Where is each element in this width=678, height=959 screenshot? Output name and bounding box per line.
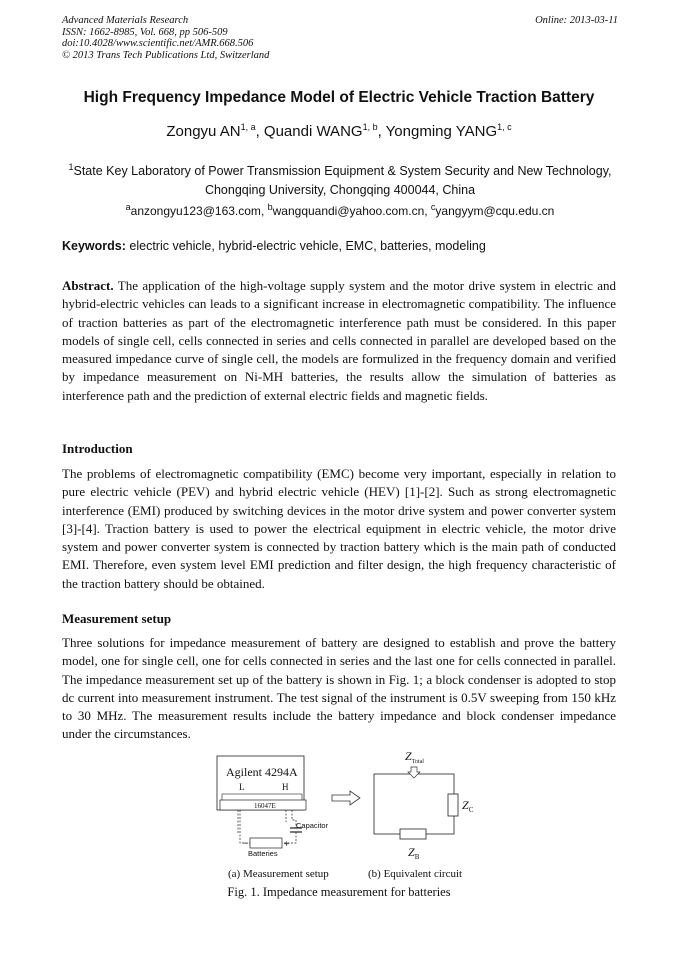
port-h-label: H — [282, 782, 289, 792]
zb-element — [400, 829, 426, 839]
instrument-label: Agilent 4294A — [226, 765, 298, 779]
affiliation-line2: Chongqing University, Chongqing 400044, China — [204, 183, 476, 198]
abstract-text: The application of the high-voltage supply system and the motor drive system in electric and hybrid-electric vehicles can leads to a significant increase in electromagnetic compatibility. The influence of traction batteries as part of the electromagnetic interference path must be considered. In this paper models of single cell, cells connected in series and cells connected in parallel are developed based on the measured impedance curve of single cell, the models are formulized in the frequency domain and verified by impedance measurement on Ni-MH batteries, the results allow the simulation of batteries as interference path and the prediction of external electric fields and magnetic fields. — [62, 278, 616, 403]
circuit-loop — [374, 774, 454, 834]
caption-b: (b) Equivalent circuit — [368, 868, 463, 880]
doi: doi:10.4028/www.scientific.net/AMR.668.506 — [62, 38, 254, 49]
z-c-label — [462, 798, 474, 814]
introduction-text: The problems of electromagnetic compatibility (EMC) become very important, especially in relation to pure electric vehicle (PEV) and hybrid electric vehicle (HEV) [1]-[2]. Such as strong electromagnetic interference (EMI) produced by switching devices in the motor drive system and power converter system [3]-[4]. Traction battery is used to power the electrical equipment in electric vehicle, the motor drive system and power converter system is connected by traction battery which is the main path of conducted EMI. Therefore, even system level EMI prediction and filter design, the high frequency characteristic of the traction battery should be obtained. — [62, 466, 616, 591]
figure-caption: Fig. 1. Impedance measurement for batteries — [227, 885, 451, 899]
figure-1 — [200, 748, 500, 888]
author-name: Yongming YANG — [385, 123, 498, 140]
z-total-sub: Total — [411, 759, 424, 765]
journal-name: Advanced Materials Research — [62, 15, 189, 26]
affiliation-sup: 1 — [68, 162, 74, 172]
email-address[interactable]: wangquandi@yahoo.com.cn — [272, 204, 425, 218]
measurement-heading: Measurement setup — [62, 611, 172, 626]
emails: $^a$anzongyu123@163.com, $^b$wangquandi@yahoo.com.cn, $^c$yangyym@cqu.edu.cn — [125, 202, 555, 218]
wire-h — [286, 810, 296, 828]
email-address[interactable]: yangyym@cqu.edu.cn — [435, 204, 555, 218]
batteries-label: Batteries — [248, 849, 278, 858]
author-name: Zongyu AN — [166, 123, 241, 140]
abstract — [62, 277, 616, 405]
email-sup: b — [267, 202, 273, 212]
z-b-label — [408, 845, 420, 861]
down-arrow-icon — [408, 767, 420, 778]
affiliation — [62, 158, 618, 200]
z-b-sub: B — [414, 853, 420, 861]
email-address[interactable]: anzongyu123@163.com — [130, 204, 261, 218]
author-sup: 1, c — [497, 122, 512, 132]
online-date: Online: 2013-03-11 — [535, 15, 618, 26]
copyright: © 2013 Trans Tech Publications Ltd, Switzerland — [62, 49, 270, 61]
author-sup: 1, a — [240, 122, 256, 132]
capacitor-label: Capacitor — [296, 821, 329, 830]
author-sup: 1, b — [362, 122, 378, 132]
z-symbol: Z — [462, 798, 469, 812]
port-l-label: L — [239, 782, 245, 792]
introduction-heading: Introduction — [62, 441, 133, 456]
measurement-text: Three solutions for impedance measurement of battery are designed to establish and prove the battery model, one for single cell, one for cells connected in series and the last one for cells connected in parallel. The impedance measurement set up of the battery is shown in Fig. 1; a block condenser is adopted to stop dc current into measurement instrument. The test signal of the instrument is 0.5V sweeping from 150 kHz to 30 MHz. The measurement results include the battery impedance and block condenser impedance under the circumstances. — [62, 635, 616, 742]
issn: ISSN: 1662-8985, Vol. 668, pp 506-509 — [62, 26, 228, 38]
keywords-label: Keywords: — [62, 239, 126, 253]
z-c-sub: C — [468, 806, 474, 814]
zc-element — [448, 794, 458, 816]
figure-drawing — [200, 748, 500, 888]
paper-title: High Frequency Impedance Model of Electric Vehicle Traction Battery — [83, 89, 595, 106]
z-total-label — [405, 749, 424, 765]
battery-plus: + — [284, 839, 290, 849]
journal-header — [62, 15, 618, 61]
email-sup: c — [430, 202, 436, 212]
keywords-text: electric vehicle, hybrid-electric vehicle, EMC, batteries, modeling — [129, 239, 486, 253]
fixture-label: 16047E — [254, 802, 276, 810]
abstract-label: Abstract. — [62, 278, 114, 293]
caption-a: (a) Measurement setup — [228, 868, 329, 880]
z-symbol: Z — [405, 749, 412, 763]
affiliation-line1: State Key Laboratory of Power Transmission Equipment & System Security and New Technology, — [73, 164, 612, 179]
keywords — [62, 239, 618, 253]
battery-minus: − — [243, 838, 249, 848]
arrow-icon — [332, 791, 360, 805]
author-name: Quandi WANG — [263, 123, 363, 140]
z-symbol: Z — [408, 845, 415, 859]
battery-box — [250, 838, 282, 848]
authors: Zongyu AN$^{1, a}$, Quandi WANG$^{1, b}$, Yongming YANG$^{1, c}$ — [166, 122, 512, 140]
email-sup: a — [125, 202, 131, 212]
